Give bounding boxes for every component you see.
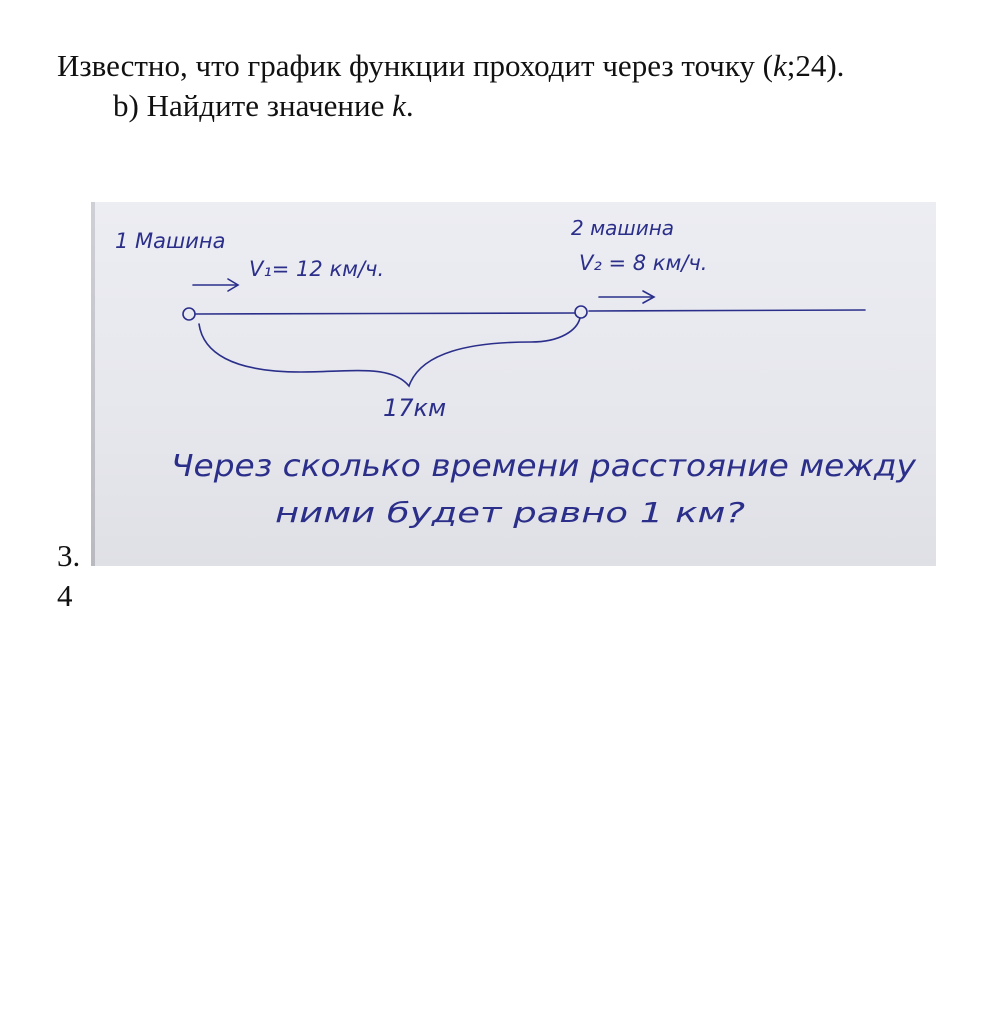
road-line-right — [589, 310, 865, 311]
car1-speed: V₁= 12 км/ч. — [249, 257, 385, 281]
item-number-4: 4 — [57, 578, 73, 613]
distance-brace — [199, 318, 580, 386]
handwritten-diagram — [91, 202, 936, 566]
car1-label: 1 Машина — [115, 229, 226, 253]
car2-speed: V₂ = 8 км/ч. — [579, 251, 708, 275]
subquestion-text-b: . — [405, 88, 414, 123]
car1-arrow-icon — [193, 279, 238, 291]
car2-start-point — [575, 306, 587, 318]
car1-start-point — [183, 308, 195, 320]
car2-arrow-icon — [599, 291, 654, 303]
subquestion-b — [113, 88, 414, 124]
distance-label: 17км — [383, 394, 447, 422]
statement-text-b: ;24). — [786, 48, 845, 83]
statement-text-a: Известно, что график функции проходит через точку ( — [57, 48, 773, 83]
road-line-left — [196, 313, 575, 314]
handwritten-problem-photo — [91, 202, 936, 566]
problem-statement-line — [57, 48, 844, 84]
subquestion-text-a: b) Найдите значение — [113, 88, 393, 123]
car2-label: 2 машина — [571, 216, 675, 240]
variable-k: k — [772, 48, 787, 83]
question-line-1: Через сколько времени расстояние между — [171, 449, 918, 484]
variable-k-2: k — [392, 88, 406, 123]
item-number-3: 3. — [57, 538, 81, 573]
question-line-2: ними будет равно 1 км? — [275, 496, 746, 529]
